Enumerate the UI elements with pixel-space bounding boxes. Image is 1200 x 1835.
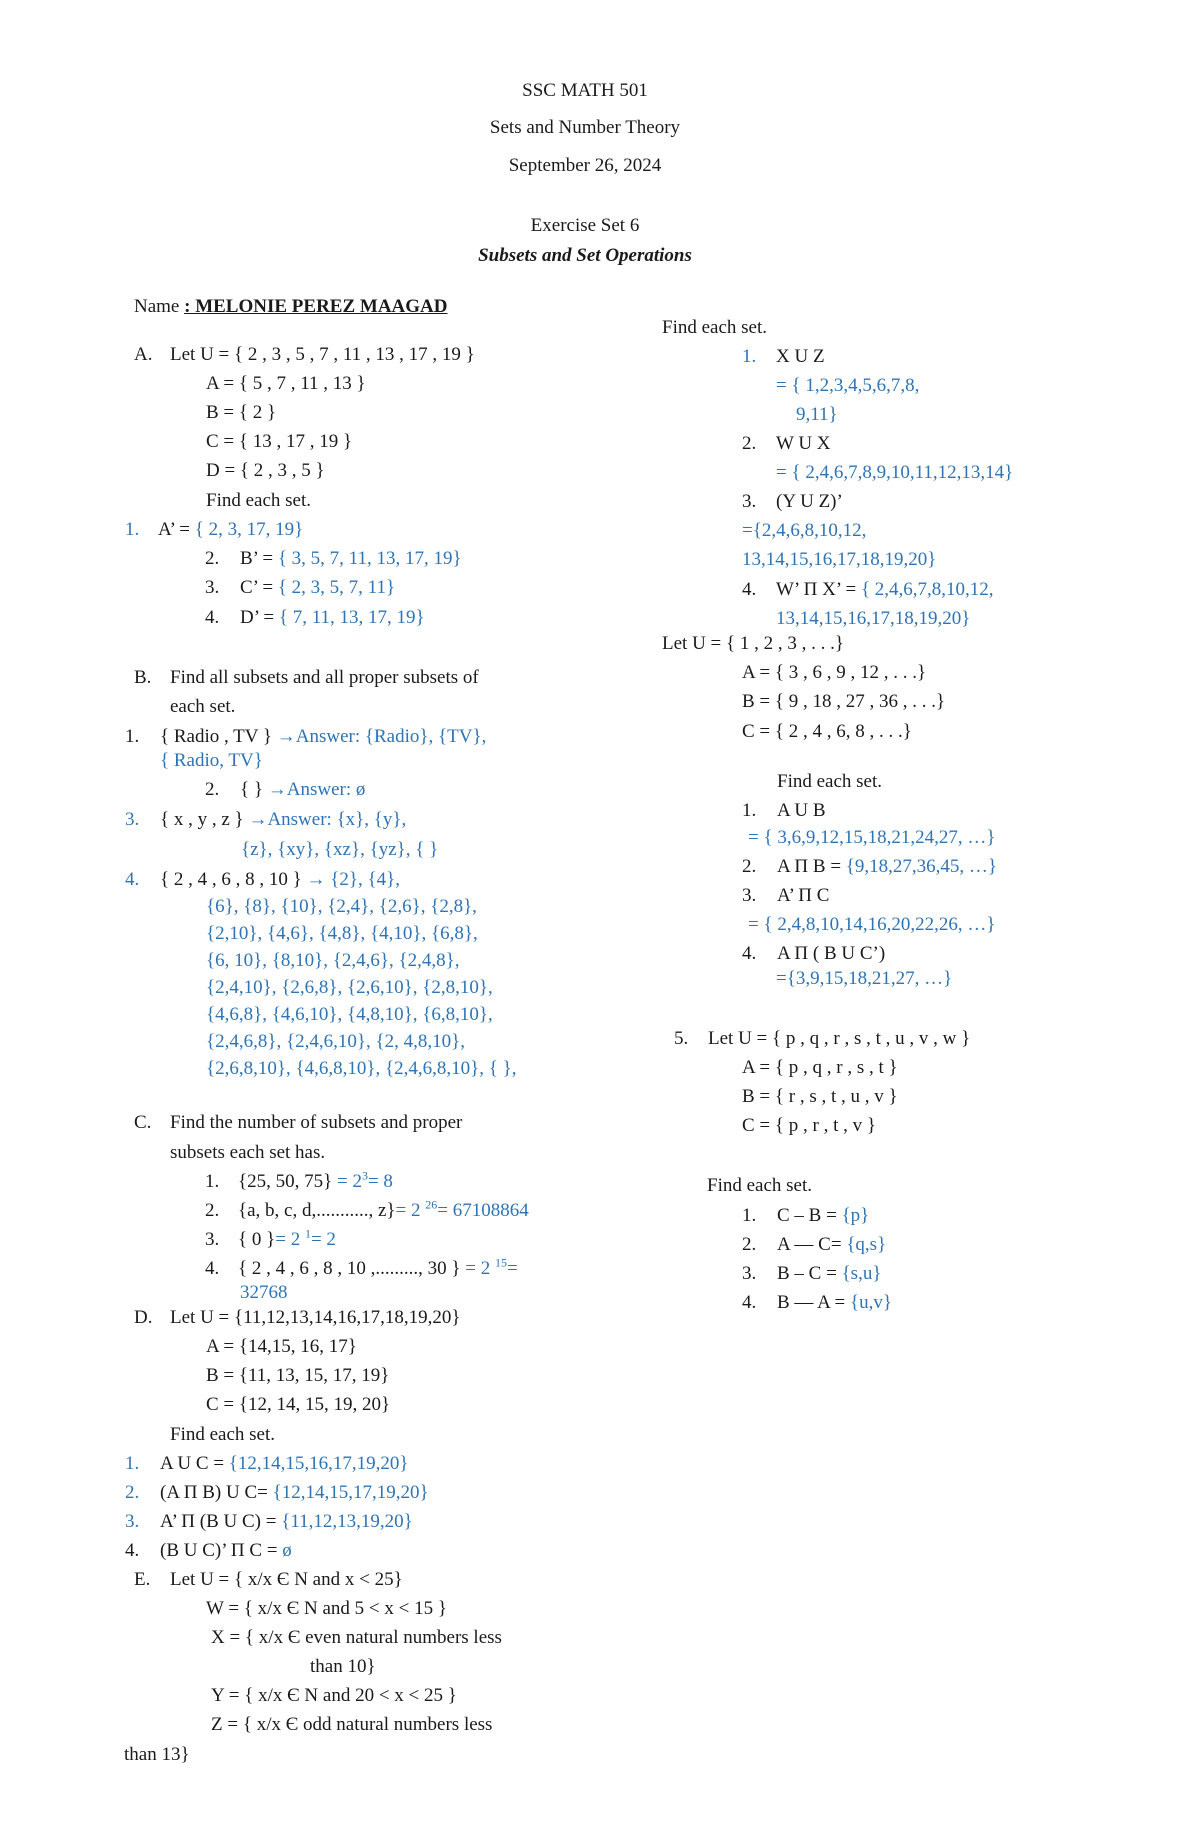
section-d-set-c: C = {12, 14, 15, 19, 20} <box>206 1394 391 1415</box>
section-c-item-1: {25, 50, $75\} = 2^3= 8$ <box>238 1168 393 1192</box>
right-1-item-1: X U Z <box>776 346 825 367</box>
right-2-item-3-number: 3. <box>742 885 757 906</box>
section-b-item-4-number: 4. <box>125 869 140 890</box>
right-1-item-3-answer: ={2,4,6,8,10,12, <box>742 520 867 541</box>
section-c-item-1-number: 1. <box>205 1171 220 1192</box>
right-1-item-1-answer-cont: 9,11} <box>796 404 838 425</box>
section-b-item-4-cont: {2,6,8,10}, {4,6,8,10}, {2,4,6,8,10}, { }, <box>206 1058 517 1079</box>
section-d-item-3: A’ Π (B U C) = {11,12,13,19,20} <box>160 1511 413 1532</box>
section-a-item-3-number: 3. <box>205 577 220 598</box>
answer: →Answer: {x}, {y}, <box>248 809 407 830</box>
section-d-item-3-number: 3. <box>125 1511 140 1532</box>
section-e-set-z-cont: than 13} <box>124 1744 190 1765</box>
right-3-item-4-number: 4. <box>742 1292 757 1313</box>
section-b-item-2-number: 2. <box>205 779 220 800</box>
right-3-set-b: B = { r , s , t , u , v } <box>742 1086 898 1107</box>
section-b-item-4-cont: {6, 10}, {8,10}, {2,4,6}, {2,4,8}, <box>206 950 460 971</box>
right-3-item-3: B – C = {s,u} <box>777 1263 882 1284</box>
section-c-item-3: { 0 }= 2 $^1$= 2 <box>238 1226 336 1250</box>
section-d-item-4: (B U C)’ Π C = ø <box>160 1540 292 1561</box>
section-a-set-d: D = { 2 , 3 , 5 } <box>206 460 325 481</box>
section-a-item-2: B’ = { 3, 5, 7, 11, 13, 17, 19} <box>240 548 462 569</box>
section-b-item-4-cont: {6}, {8}, {10}, {2,4}, {2,6}, {2,8}, <box>206 896 477 917</box>
section-a-item-4: D’ = { 7, 11, 13, 17, 19} <box>240 607 425 628</box>
section-e-set-x: X = { x/x Є even natural numbers less <box>211 1627 502 1648</box>
right-2-set-b: B = { 9 , 18 , 27 , 36 , . . .} <box>742 691 946 712</box>
right-2-set-c: C = { 2 , 4 , 6, 8 , . . .} <box>742 721 912 742</box>
section-e-set-y: Y = { x/x Є N and 20 < x < 25 } <box>211 1685 457 1706</box>
exercise-topic: Subsets and Set Operations <box>478 245 692 266</box>
right-1-item-3-answer-cont: 13,14,15,16,17,18,19,20} <box>742 549 937 570</box>
section-e-universe: Let U = { x/x Є N and x < 25} <box>170 1569 403 1590</box>
right-3-instruction: Find each set. <box>707 1175 813 1196</box>
section-c-item-4: { 2 , 4 , 6 , 8 , 10 ,........., 30 } = 2 $^{15}$= <box>238 1255 518 1279</box>
right-1-item-2-number: 2. <box>742 433 757 454</box>
answer: {s,u} <box>841 1263 882 1284</box>
section-a-marker: A. <box>134 344 153 365</box>
section-a-item-1-number: 1. <box>125 519 140 540</box>
answer: { 3, 5, 7, 11, 13, 17, 19} <box>277 548 462 569</box>
section-c-item-2: {a, b, c, d,..........., z}= 2 $^{26}$= 67108864 <box>238 1197 529 1221</box>
answer: ø <box>282 1540 292 1561</box>
answer: {q,s} <box>846 1234 887 1255</box>
right-2-item-3: A’ Π C <box>777 885 830 906</box>
answer: {12,14,15,17,19,20} <box>272 1482 429 1503</box>
right-1-item-3: (Y U Z)’ <box>776 491 843 512</box>
section-a-set-c: C = { 13 , 17 , 19 } <box>206 431 353 452</box>
section-a-instruction: Find each set. <box>206 490 312 511</box>
answer: →Answer: ø <box>267 779 366 800</box>
section-e-marker: E. <box>134 1569 151 1590</box>
answer: {12,14,15,16,17,19,20} <box>228 1453 409 1474</box>
right-2-item-1: A U B <box>777 800 826 821</box>
right-3-universe: Let U = { p , q , r , s , t , u , v , w } <box>708 1028 971 1049</box>
section-e-set-x-cont: than 10} <box>310 1656 376 1677</box>
answer: { 2,4,6,7,8,10,12, <box>860 579 994 600</box>
right-1-item-1-number: 1. <box>742 346 757 367</box>
section-d-item-1-number: 1. <box>125 1453 140 1474</box>
section-d-item-2-number: 2. <box>125 1482 140 1503</box>
right-3-marker: 5. <box>674 1028 689 1049</box>
right-1-item-4: W’ Π X’ = { 2,4,6,7,8,10,12, <box>776 579 994 600</box>
section-d-marker: D. <box>134 1307 153 1328</box>
section-d-item-2: (A Π B) U C= {12,14,15,17,19,20} <box>160 1482 429 1503</box>
course-code: SSC MATH 501 <box>522 80 648 101</box>
section-a-universe: Let U = { 2 , 3 , 5 , 7 , 11 , 13 , 17 , 19 } <box>170 344 475 365</box>
section-b-marker: B. <box>134 667 152 688</box>
answer: → {2}, {4}, <box>306 869 400 890</box>
section-d-item-4-number: 4. <box>125 1540 140 1561</box>
right-1-item-4-number: 4. <box>742 579 757 600</box>
section-b-instruction-1: Find all subsets and all proper subsets of <box>170 667 479 688</box>
section-b-item-4-cont: {2,10}, {4,6}, {4,8}, {4,10}, {6,8}, <box>206 923 478 944</box>
answer: →Answer: {Radio}, {TV}, <box>276 726 487 747</box>
section-a-item-3: C’ = { 2, 3, 5, 7, 11} <box>240 577 396 598</box>
section-b-instruction-2: each set. <box>170 696 236 717</box>
section-b-item-3-number: 3. <box>125 809 140 830</box>
section-b-item-1-number: 1. <box>125 726 140 747</box>
section-d-universe: Let U = {11,12,13,14,16,17,18,19,20} <box>170 1307 461 1328</box>
section-b-item-4-cont: {4,6,8}, {4,6,10}, {4,8,10}, {6,8,10}, <box>206 1004 493 1025</box>
right-3-item-1: C – B = {p} <box>777 1205 870 1226</box>
answer: {11,12,13,19,20} <box>281 1511 413 1532</box>
right-3-item-3-number: 3. <box>742 1263 757 1284</box>
section-a-item-1: A’ = { 2, 3, 17, 19} <box>158 519 304 540</box>
section-b-item-3-cont: {z}, {xy}, {xz}, {yz}, { } <box>241 839 439 860</box>
right-1-item-4-answer-cont: 13,14,15,16,17,18,19,20} <box>776 608 971 629</box>
section-b-item-4: { 2 , 4 , 6 , 8 , 10 } → {2}, {4}, <box>160 869 400 890</box>
section-d-item-1: A U C = {12,14,15,16,17,19,20} <box>160 1453 409 1474</box>
right-3-item-2: A — C= {q,s} <box>777 1234 887 1255</box>
section-c-item-3-number: 3. <box>205 1229 220 1250</box>
section-d-instruction: Find each set. <box>170 1424 276 1445</box>
right-1-item-1-answer: = { 1,2,3,4,5,6,7,8, <box>776 375 920 396</box>
section-b-item-1: { Radio , TV } →Answer: {Radio}, {TV}, <box>160 726 487 747</box>
section-d-set-a: A = {14,15, 16, 17} <box>206 1336 357 1357</box>
course-subject: Sets and Number Theory <box>489 117 681 138</box>
section-b-item-3: { x , y , z } →Answer: {x}, {y}, <box>160 809 407 830</box>
right-3-set-a: A = { p , q , r , s , t } <box>742 1057 898 1078</box>
right-3-set-c: C = { p , r , t , v } <box>742 1115 876 1136</box>
section-b-item-1-cont: { Radio, TV} <box>160 750 263 771</box>
right-2-item-2-number: 2. <box>742 856 757 877</box>
section-a-item-4-number: 4. <box>205 607 220 628</box>
right-2-item-1-number: 1. <box>742 800 757 821</box>
section-d-set-b: B = {11, 13, 15, 17, 19} <box>206 1365 390 1386</box>
answer: {9,18,27,36,45, …} <box>845 856 998 877</box>
section-b-item-4-cont: {2,4,10}, {2,6,8}, {2,6,10}, {2,8,10}, <box>206 977 493 998</box>
section-c-marker: C. <box>134 1112 152 1133</box>
right-2-universe: Let U = { 1 , 2 , 3 , . . .} <box>662 633 844 654</box>
section-c-item-4-cont: 32768 <box>240 1282 288 1303</box>
right-2-item-4-answer: ={3,9,15,18,21,27, …} <box>776 968 953 989</box>
right-2-set-a: A = { 3 , 6 , 9 , 12 , . . .} <box>742 662 927 683</box>
section-b-item-2: { } →Answer: ø <box>240 779 366 800</box>
right-2-item-2: A Π B = {9,18,27,36,45, …} <box>777 856 998 877</box>
section-a-set-b: B = { 2 } <box>206 402 277 423</box>
right-3-item-4: B — A = {u,v} <box>777 1292 893 1313</box>
right-3-item-2-number: 2. <box>742 1234 757 1255</box>
answer: { 2, 3, 5, 7, 11} <box>277 577 396 598</box>
student-name: : MELONIE PEREZ MAAGAD <box>184 296 448 317</box>
answer: { 7, 11, 13, 17, 19} <box>278 607 425 628</box>
section-e-set-z: Z = { x/x Є odd natural numbers less <box>211 1714 493 1735</box>
answer: {p} <box>841 1205 870 1226</box>
name-label: Name <box>134 296 185 317</box>
section-a-item-2-number: 2. <box>205 548 220 569</box>
right-2-instruction: Find each set. <box>777 771 883 792</box>
right-3-item-1-number: 1. <box>742 1205 757 1226</box>
document-date: September 26, 2024 <box>508 155 662 176</box>
section-c-instruction-1: Find the number of subsets and proper <box>170 1112 463 1133</box>
section-e-set-w: W = { x/x Є N and 5 < x < 15 } <box>206 1598 447 1619</box>
answer: {u,v} <box>850 1292 893 1313</box>
right-2-item-4: A Π ( B U C’) <box>777 943 886 964</box>
section-c-item-4-number: 4. <box>205 1258 220 1279</box>
right-1-item-2: W U X <box>776 433 831 454</box>
section-a-set-a: A = { 5 , 7 , 11 , 13 } <box>206 373 366 394</box>
name-line <box>134 296 448 318</box>
section-c-item-2-number: 2. <box>205 1200 220 1221</box>
section-b-item-4-cont: {2,4,6,8}, {2,4,6,10}, {2, 4,8,10}, <box>206 1031 465 1052</box>
right-2-item-4-number: 4. <box>742 943 757 964</box>
answer: { 2, 3, 17, 19} <box>194 519 304 540</box>
section-c-instruction-2: subsets each set has. <box>170 1142 326 1163</box>
right-2-item-1-answer: = { 3,6,9,12,15,18,21,24,27, …} <box>748 827 996 848</box>
right-1-item-3-number: 3. <box>742 491 757 512</box>
right-1-instruction: Find each set. <box>662 317 768 338</box>
right-2-item-3-answer: = { 2,4,8,10,14,16,20,22,26, …} <box>748 914 996 935</box>
exercise-title: Exercise Set 6 <box>530 215 640 236</box>
right-1-item-2-answer: = { 2,4,6,7,8,9,10,11,12,13,14} <box>776 462 1014 483</box>
